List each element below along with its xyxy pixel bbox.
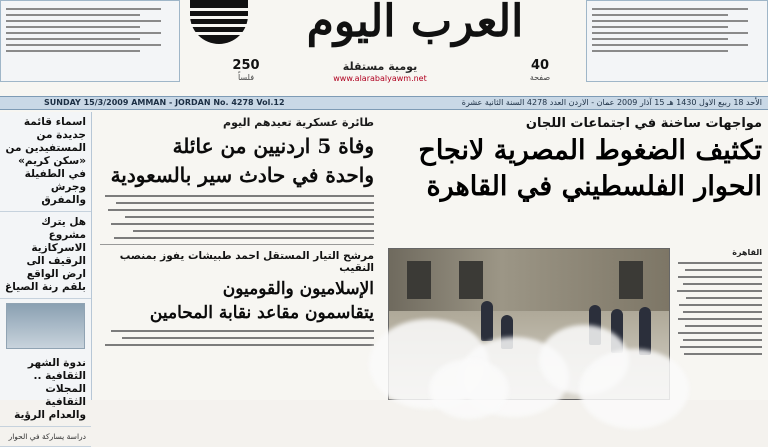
price-left xyxy=(226,58,266,82)
masthead-right-brief xyxy=(586,0,768,82)
price-left-unit: فلساً xyxy=(237,73,255,82)
text-line xyxy=(592,32,748,34)
middle-article-text xyxy=(100,195,374,239)
left-brief-1[interactable] xyxy=(0,112,91,212)
middle-kicker: طائرة عسكرية تعيدهم اليوم xyxy=(223,116,374,129)
text-line xyxy=(6,20,161,22)
middle-sub-headline[interactable] xyxy=(100,277,374,325)
text-line xyxy=(6,8,161,10)
main-side-brief xyxy=(674,248,762,400)
middle-headline-line1: وفاة 5 اردنيين من عائلة xyxy=(172,134,374,158)
price-right-unit: صفحة xyxy=(529,73,551,82)
divider xyxy=(100,244,374,245)
dateline-english: SUNDAY 15/3/2009 AMMAN - JORDAN No. 4278 Vol.12 xyxy=(44,98,285,107)
left-column xyxy=(0,112,92,441)
text-line xyxy=(592,50,728,52)
newspaper-logo: العرب اليوم xyxy=(306,0,524,47)
text-line xyxy=(6,32,161,34)
middle-headline-line2: واحدة في حادث سير بالسعودية xyxy=(110,163,374,187)
text-line xyxy=(592,8,748,10)
right-column xyxy=(382,112,768,400)
text-line xyxy=(592,38,728,40)
price-left-value: 250 xyxy=(232,58,260,73)
text-line xyxy=(592,20,748,22)
middle-sub-headline-line1: الإسلاميون والقوميون xyxy=(222,279,374,299)
masthead xyxy=(0,0,768,96)
text-line xyxy=(592,44,748,46)
middle-headline[interactable] xyxy=(100,132,374,190)
price-right xyxy=(520,58,560,82)
left-brief-2[interactable] xyxy=(0,212,91,299)
brief-city: القاهرة xyxy=(732,248,762,257)
middle-sub-kicker: مرشح التيار المستقل احمد طبيشات يفوز بمنصب النقيب xyxy=(119,250,374,274)
left-brief-headline: اسماء قائمة جديدة من المستفيدين من «سكن كريم» في الطفيلة وجرش والمفرق xyxy=(5,116,86,206)
website-link[interactable]: www.alarabalyawm.net xyxy=(333,74,427,83)
left-brief-headline: هل يترك مشروع الاسركازية الرقيف الى ارض الواقع بلقم رنة الصياغ xyxy=(5,216,86,293)
text-line xyxy=(6,38,140,40)
masthead-left-brief xyxy=(0,0,180,82)
logo-globe-icon xyxy=(190,0,248,44)
text-line xyxy=(6,26,140,28)
text-line xyxy=(6,44,161,46)
price-right-value: 40 xyxy=(530,58,550,73)
text-line xyxy=(6,14,140,16)
text-line xyxy=(592,26,728,28)
main-headline-line1: تكثيف الضغوط المصرية لانجاح xyxy=(418,135,762,166)
middle-sub-headline-line2: يتقاسمون مقاعد نقابة المحامين xyxy=(149,303,374,323)
text-line xyxy=(592,14,728,16)
main-headline[interactable] xyxy=(388,133,762,205)
left-brief-3[interactable] xyxy=(0,353,91,427)
dateline-bar xyxy=(0,96,768,110)
left-brief-headline: دراسة يساركة في الحوار xyxy=(8,432,86,441)
main-headline-line2: الحوار الفلسطيني في القاهرة xyxy=(426,171,762,202)
left-brief-headline: ندوة الشهر الثقافية .. المجلات الثقافية والعدام الرؤية xyxy=(14,357,86,421)
left-thumbnail xyxy=(6,303,85,349)
main-kicker: مواجهات ساخنة في اجتماعات اللجان xyxy=(525,116,762,131)
main-photo[interactable] xyxy=(388,248,670,400)
middle-column xyxy=(96,112,378,400)
left-brief-4[interactable] xyxy=(0,427,91,447)
tagline: يومية مستقلة xyxy=(342,60,418,73)
middle-sub-article-text xyxy=(100,330,374,346)
dateline-arabic: الأحد 18 ربيع الاول 1430 هـ 15 آذار 2009 عمان - الاردن العدد 4278 السنة الثانية عشرة xyxy=(461,98,762,107)
text-line xyxy=(6,50,140,52)
